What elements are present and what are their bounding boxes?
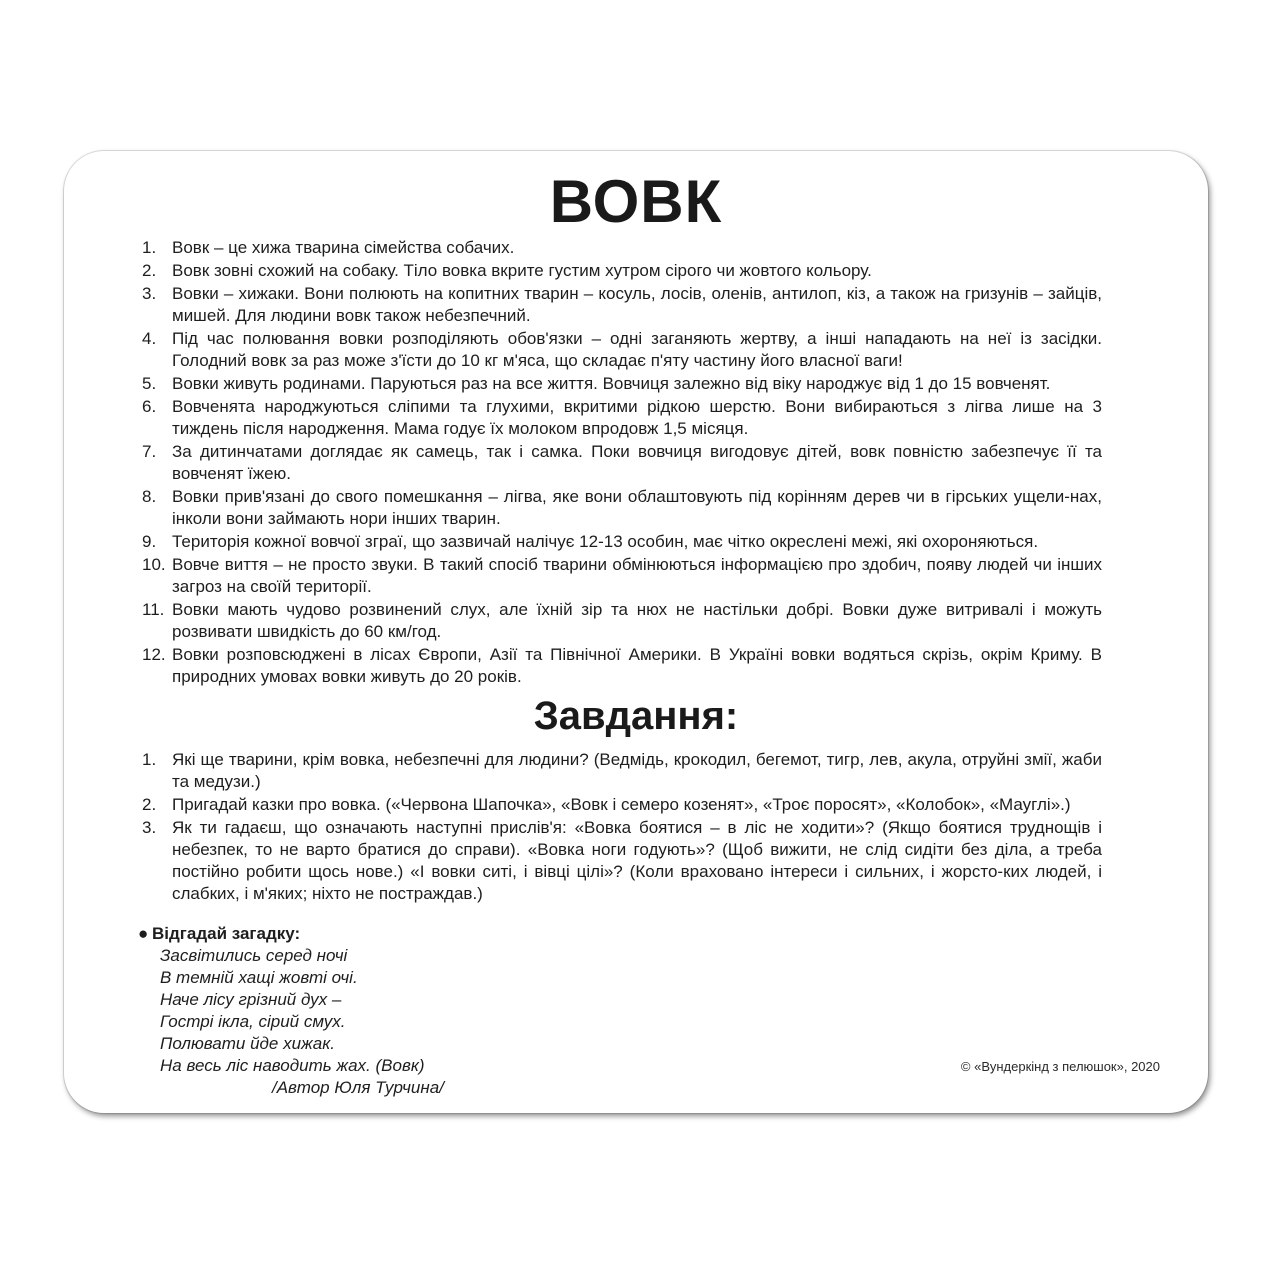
list-item bbox=[142, 531, 1102, 553]
item-text: Вовк – це хижа тварина сімейства собачих. bbox=[172, 238, 515, 257]
item-text: Вовки розповсюджені в лісах Європи, Азії та Північної Америки. В Україні вовки водяться скрізь, окрім Криму. В природних умовах вовки живуть до 20 років. bbox=[172, 645, 1102, 686]
poem-line: В темній хащі жовті очі. bbox=[160, 968, 358, 987]
item-number: 3. bbox=[142, 818, 157, 837]
info-card bbox=[64, 151, 1208, 1113]
list-item bbox=[142, 486, 1102, 530]
item-number: 8. bbox=[142, 487, 157, 506]
item-number: 1. bbox=[142, 750, 157, 769]
riddle-poem bbox=[138, 945, 558, 1077]
list-item bbox=[142, 749, 1102, 793]
list-item bbox=[142, 441, 1102, 485]
item-text: Вовк зовні схожий на собаку. Тіло вовка вкрите густим хутром сірого чи жовтого кольору. bbox=[172, 261, 872, 280]
item-number: 12. bbox=[142, 645, 166, 664]
copyright-notice: © «Вундеркінд з пелюшок», 2020 bbox=[960, 1059, 1160, 1074]
item-number: 2. bbox=[142, 795, 157, 814]
item-text: Вовки прив'язані до свого помешкання – лігва, яке вони облаштовують під корінням дерев чи в гірських ущели-нах, інколи вони займають нори інших тварин. bbox=[172, 487, 1102, 528]
page-title: ВОВК bbox=[549, 168, 723, 235]
list-item bbox=[142, 260, 1102, 282]
item-number: 7. bbox=[142, 442, 157, 461]
poem-line: На весь ліс наводить жах. (Вовк) bbox=[160, 1056, 425, 1075]
list-item bbox=[142, 794, 1102, 816]
list-item bbox=[142, 237, 1102, 259]
item-number: 1. bbox=[142, 238, 157, 257]
list-item bbox=[142, 373, 1102, 395]
poem-line: Полювати йде хижак. bbox=[160, 1034, 335, 1053]
list-item bbox=[142, 396, 1102, 440]
item-text: Вовки – хижаки. Вони полюють на копитних тварин – косуль, лосів, оленів, антилоп, кіз, а також на гризунів – зайців, мишей. Для людини вовк також небезпечний. bbox=[172, 284, 1102, 325]
tasks-list bbox=[142, 749, 1102, 906]
list-item bbox=[142, 328, 1102, 372]
item-number: 9. bbox=[142, 532, 157, 551]
item-number: 3. bbox=[142, 284, 157, 303]
item-text: Вовченята народжуються сліпими та глухими, вкритими рідкою шерстю. Вони вибираються з лігва лише на 3 тиждень після народження. Мама годує їх молоком впродовж 1,5 місяця. bbox=[172, 397, 1102, 438]
item-number: 10. bbox=[142, 555, 166, 574]
item-text: Вовки живуть родинами. Паруються раз на все життя. Вовчиця залежно від віку народжує від 1 до 15 вовченят. bbox=[172, 374, 1051, 393]
item-text: Вовки мають чудово розвинений слух, але їхній зір та нюх не настільки добрі. Вовки дуже витривалі і можуть розвивати швидкість до 60 км/год. bbox=[172, 600, 1102, 641]
item-text: Які ще тварини, крім вовка, небезпечні для людини? (Ведмідь, крокодил, бегемот, тигр, лев, акула, отруйні змії, жаби та медузи.) bbox=[172, 750, 1102, 791]
poem-line: Наче лісу грізний дух – bbox=[160, 990, 342, 1009]
poem-line: Гострі ікла, сірий смух. bbox=[160, 1012, 346, 1031]
list-item bbox=[142, 644, 1102, 688]
list-item bbox=[142, 554, 1102, 598]
tasks-heading: Завдання: bbox=[533, 694, 739, 738]
list-item bbox=[142, 817, 1102, 905]
item-text: Під час полювання вовки розподіляють обов'язки – одні заганяють жертву, а інші нападають на неї із засідки. Голодний вовк за раз може з'їсти до 10 кг м'яса, що складає п'яту частину його власної ваги! bbox=[172, 329, 1102, 370]
poem-author: /Автор Юля Турчина/ bbox=[272, 1078, 444, 1097]
item-number: 11. bbox=[142, 600, 165, 619]
item-text: Як ти гадаєш, що означають наступні прислів'я: «Вовка боятися – в ліс не ходити»? (Якщо боятися труднощів і небезпек, то не варто братися до справи). «Вовка ноги годують»? (Щоб вижити, не слід сидіти без діла, а треба постійно робити щось нове.) «І вовки ситі, і вівці цілі»? (Коли враховано інтереси і сильних, і жорсто-ких людей, і слабких, і м'яких; ніхто не постраждав.) bbox=[172, 818, 1102, 903]
riddle-heading-text: Відгадай загадку: bbox=[152, 924, 301, 943]
item-text: Вовче виття – не просто звуки. В такий спосіб тварини обмінюються інформацією про здобич, появу людей чи інших загроз на своїй території. bbox=[172, 555, 1102, 596]
item-number: 6. bbox=[142, 397, 157, 416]
facts-list bbox=[142, 237, 1102, 689]
list-item bbox=[142, 599, 1102, 643]
item-text: За дитинчатами доглядає як самець, так і самка. Поки вовчиця вигодовує дітей, вовк повністю забезпечує її та вовченят їжею. bbox=[172, 442, 1102, 483]
poem-line: Засвітились серед ночі bbox=[160, 946, 348, 965]
item-text: Пригадай казки про вовка. («Червона Шапочка», «Вовк і семеро козенят», «Троє поросят», «Колобок», «Мауглі».) bbox=[172, 795, 1071, 814]
bullet-icon: ● bbox=[138, 924, 149, 943]
item-text: Територія кожної вовчої зграї, що зазвичай налічує 12-13 особин, має чітко окреслені межі, які охороняються. bbox=[172, 532, 1039, 551]
list-item bbox=[142, 283, 1102, 327]
item-number: 2. bbox=[142, 261, 157, 280]
item-number: 4. bbox=[142, 329, 157, 348]
riddle-heading bbox=[138, 923, 558, 945]
riddle-block bbox=[138, 923, 558, 1099]
item-number: 5. bbox=[142, 374, 157, 393]
